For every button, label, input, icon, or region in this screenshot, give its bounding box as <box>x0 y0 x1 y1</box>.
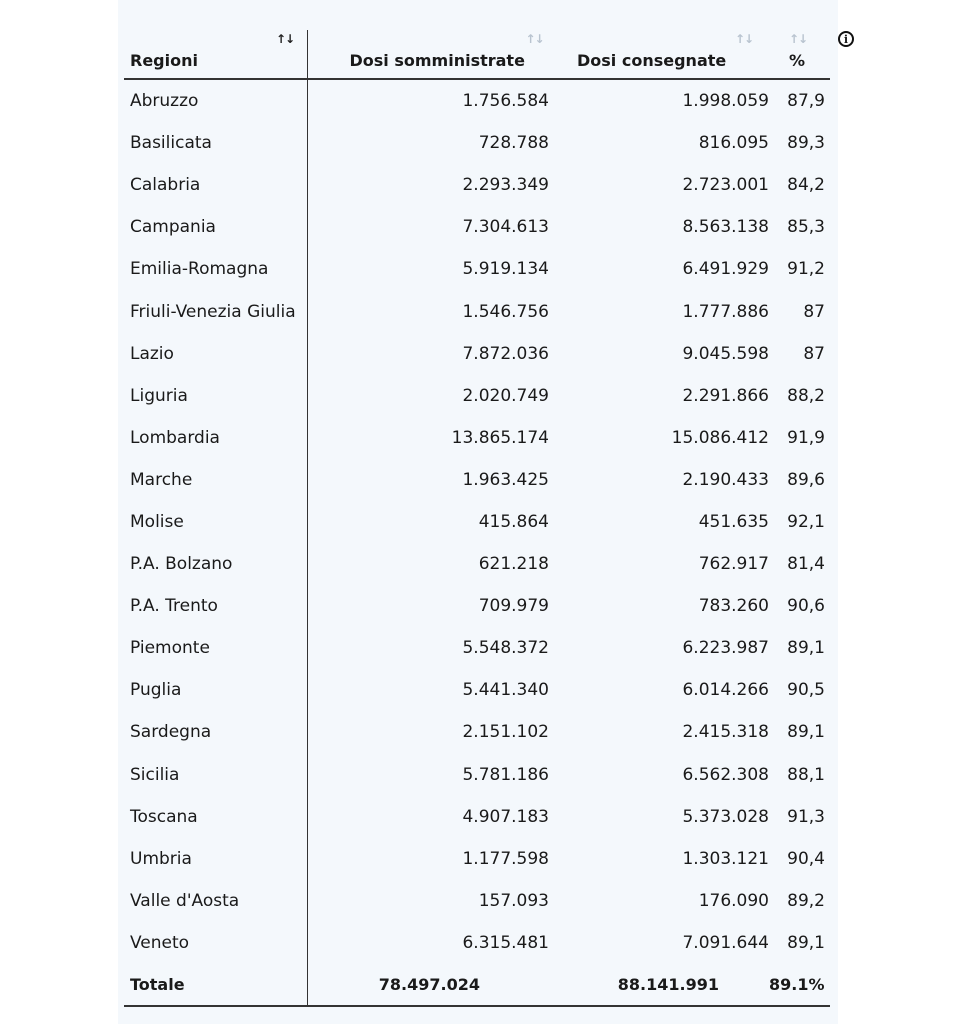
percent-cell: 90,4 <box>787 848 825 869</box>
region-cell: Puglia <box>130 680 182 701</box>
table-row <box>124 543 830 585</box>
region-cell: Molise <box>130 511 184 532</box>
administered-cell: 2.020.749 <box>307 375 557 417</box>
region-cell: Valle d'Aosta <box>130 890 240 911</box>
administered-cell: 1.177.598 <box>307 838 557 880</box>
table-row <box>124 375 830 417</box>
percent-cell: 92,1 <box>787 511 825 532</box>
region-cell: Liguria <box>130 385 188 406</box>
column-header-dosi-somministrate[interactable] <box>307 30 557 79</box>
table-row <box>124 459 830 501</box>
region-cell: Sardegna <box>130 722 212 743</box>
region-cell: Basilicata <box>130 133 212 154</box>
administered-cell: 2.151.102 <box>307 711 557 753</box>
region-cell: Campania <box>130 217 216 238</box>
administered-cell: 5.441.340 <box>307 669 557 711</box>
percent-cell: 88,2 <box>787 385 825 406</box>
table-row <box>124 585 830 627</box>
delivered-cell: 6.562.308 <box>682 764 769 785</box>
info-icon[interactable]: i <box>838 31 854 47</box>
region-cell: Veneto <box>130 932 190 953</box>
table-row <box>124 838 830 880</box>
column-header-label: Dosi somministrate <box>349 51 525 70</box>
delivered-cell: 2.415.318 <box>682 722 769 743</box>
delivered-cell: 2.291.866 <box>682 385 769 406</box>
percent-cell: 84,2 <box>787 175 825 196</box>
administered-cell: 1.546.756 <box>307 290 557 332</box>
region-cell: Umbria <box>130 848 192 869</box>
administered-cell: 709.979 <box>307 585 557 627</box>
delivered-cell: 15.086.412 <box>671 427 769 448</box>
administered-cell: 7.872.036 <box>307 333 557 375</box>
table-row <box>124 922 830 964</box>
delivered-cell: 7.091.644 <box>682 932 769 953</box>
region-cell: P.A. Trento <box>130 596 218 617</box>
delivered-cell: 762.917 <box>698 554 769 575</box>
administered-cell: 728.788 <box>307 122 557 164</box>
region-cell: Lombardia <box>130 427 220 448</box>
percent-cell: 89,2 <box>787 890 825 911</box>
administered-cell: 4.907.183 <box>307 796 557 838</box>
delivered-cell: 1.777.886 <box>682 301 769 322</box>
region-cell: Sicilia <box>130 764 180 785</box>
delivered-cell: 6.223.987 <box>682 638 769 659</box>
column-header-label: % <box>789 51 806 70</box>
table-row <box>124 164 830 206</box>
administered-cell: 1.756.584 <box>307 79 557 122</box>
administered-cell: 5.548.372 <box>307 627 557 669</box>
table-row <box>124 417 830 459</box>
percent-cell: 89,1 <box>787 932 825 953</box>
administered-cell: 415.864 <box>307 501 557 543</box>
sort-arrows-icon[interactable]: ↑↓ <box>276 32 295 46</box>
percent-cell: 87 <box>803 301 825 322</box>
administered-cell: 6.315.481 <box>307 922 557 964</box>
percent-cell: 87 <box>803 343 825 364</box>
table-row <box>124 669 830 711</box>
total-row <box>124 964 830 1006</box>
table-row <box>124 627 830 669</box>
delivered-cell: 8.563.138 <box>682 217 769 238</box>
total-delivered: 88.141.991 <box>557 964 769 1006</box>
delivered-cell: 5.373.028 <box>682 806 769 827</box>
delivered-cell: 783.260 <box>698 596 769 617</box>
administered-cell: 7.304.613 <box>307 206 557 248</box>
percent-cell: 90,6 <box>787 596 825 617</box>
column-header-regioni[interactable] <box>124 30 307 79</box>
percent-cell: 90,5 <box>787 680 825 701</box>
delivered-cell: 1.303.121 <box>682 848 769 869</box>
administered-cell: 621.218 <box>307 543 557 585</box>
percent-cell: 89,6 <box>787 469 825 490</box>
table-row <box>124 880 830 922</box>
percent-cell: 85,3 <box>787 217 825 238</box>
table-row <box>124 501 830 543</box>
administered-cell: 2.293.349 <box>307 164 557 206</box>
region-cell: Abruzzo <box>130 91 199 112</box>
administered-cell: 1.963.425 <box>307 459 557 501</box>
region-cell: P.A. Bolzano <box>130 554 233 575</box>
percent-cell: 91,2 <box>787 259 825 280</box>
total-percent: 89.1% <box>769 964 830 1006</box>
administered-cell: 13.865.174 <box>307 417 557 459</box>
table-row <box>124 122 830 164</box>
sort-arrows-icon[interactable]: ↑↓ <box>525 32 544 46</box>
delivered-cell: 1.998.059 <box>682 91 769 112</box>
delivered-cell: 816.095 <box>698 133 769 154</box>
delivered-cell: 6.014.266 <box>682 680 769 701</box>
delivered-cell: 176.090 <box>698 890 769 911</box>
percent-cell: 88,1 <box>787 764 825 785</box>
total-administered: 78.497.024 <box>307 964 557 1006</box>
percent-cell: 81,4 <box>787 554 825 575</box>
administered-cell: 5.919.134 <box>307 248 557 290</box>
column-header-label: Dosi consegnate <box>577 51 727 70</box>
region-cell: Calabria <box>130 175 201 196</box>
column-header-percent[interactable] <box>769 30 830 79</box>
region-cell: Toscana <box>130 806 198 827</box>
table-row <box>124 754 830 796</box>
region-cell: Friuli-Venezia Giulia <box>130 301 296 322</box>
vaccine-doses-table <box>124 30 830 1007</box>
table-row <box>124 248 830 290</box>
delivered-cell: 6.491.929 <box>682 259 769 280</box>
percent-cell: 89,1 <box>787 638 825 659</box>
column-header-label: Regioni <box>130 51 198 70</box>
percent-cell: 91,3 <box>787 806 825 827</box>
table-header-row <box>124 30 830 79</box>
delivered-cell: 9.045.598 <box>682 343 769 364</box>
column-header-dosi-consegnate[interactable] <box>557 30 769 79</box>
administered-cell: 157.093 <box>307 880 557 922</box>
delivered-cell: 2.190.433 <box>682 469 769 490</box>
administered-cell: 5.781.186 <box>307 754 557 796</box>
region-cell: Lazio <box>130 343 174 364</box>
table-row <box>124 796 830 838</box>
delivered-cell: 451.635 <box>698 511 769 532</box>
percent-cell: 89,1 <box>787 722 825 743</box>
delivered-cell: 2.723.001 <box>682 175 769 196</box>
table-row <box>124 290 830 332</box>
percent-cell: 89,3 <box>787 133 825 154</box>
table-row <box>124 206 830 248</box>
sort-arrows-icon[interactable]: ↑↓ <box>789 32 808 46</box>
sort-arrows-icon[interactable]: ↑↓ <box>735 32 754 46</box>
region-cell: Emilia-Romagna <box>130 259 269 280</box>
region-cell: Marche <box>130 469 193 490</box>
percent-cell: 91,9 <box>787 427 825 448</box>
total-label: Totale <box>124 964 307 1006</box>
percent-cell: 87,9 <box>787 91 825 112</box>
region-cell: Piemonte <box>130 638 210 659</box>
table-row <box>124 333 830 375</box>
table-row <box>124 711 830 753</box>
table-row <box>124 79 830 122</box>
